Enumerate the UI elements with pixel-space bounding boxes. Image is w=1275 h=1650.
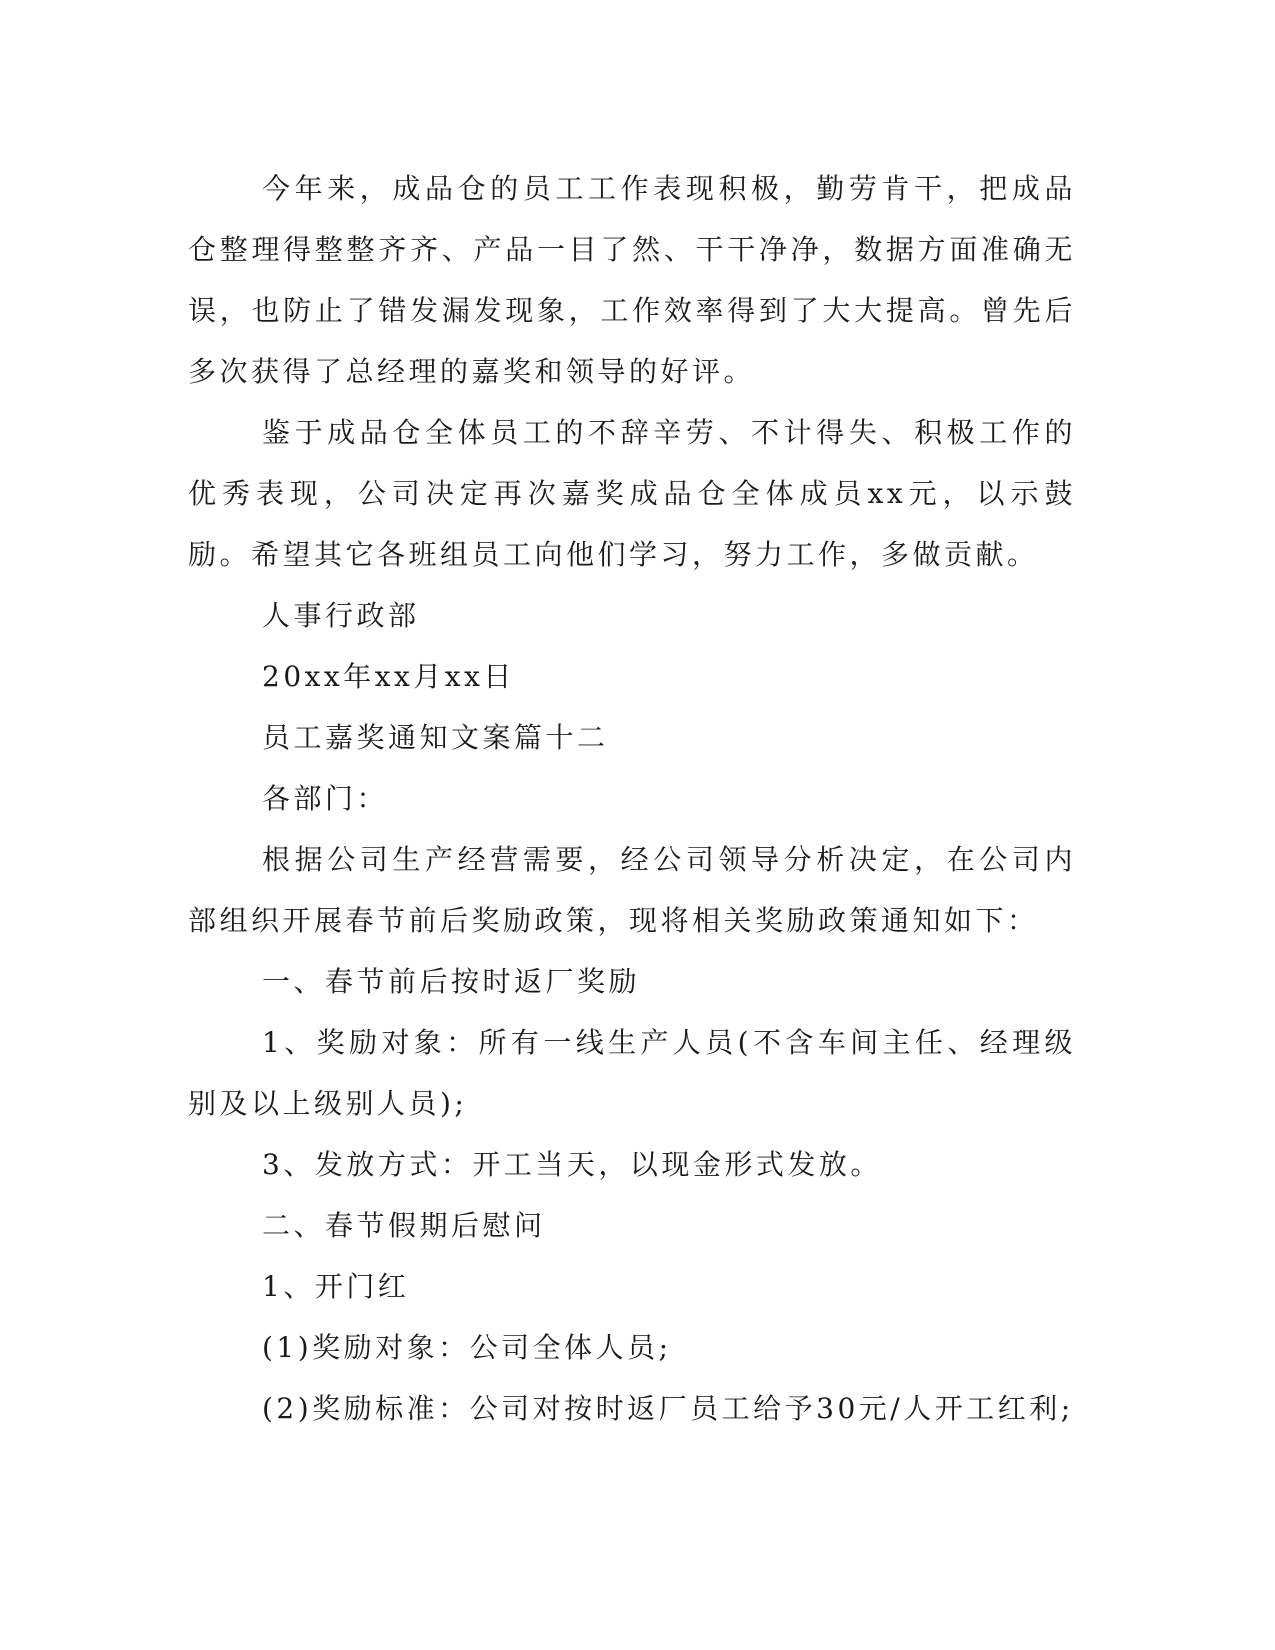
signature-department: 人事行政部 bbox=[262, 599, 420, 632]
item-payment-method: 3、发放方式：开工当天，以现金形式发放。 bbox=[262, 1148, 882, 1181]
paragraph-performance: 今年来，成品仓的员工工作表现积极，勤劳肯干，把成品仓整理得整整齐齐、产品一目了然、干干净净，数据方面准确无误，也防止了错发漏发现象，工作效率得到了大大提高。曾先后多次获得了总经理的嘉奖和领导的好评。 bbox=[188, 172, 1076, 388]
signature-date: 20xx年xx月xx日 bbox=[262, 660, 515, 693]
paragraph-award-decision: 鉴于成品仓全体员工的不辞辛劳、不计得失、积极工作的优秀表现，公司决定再次嘉奖成品仓全体成员xx元，以示鼓励。希望其它各班组员工向他们学习，努力工作，多做贡献。 bbox=[188, 416, 1076, 571]
item-award-target: 1、奖励对象：所有一线生产人员(不含车间主任、经理级别及以上级别人员); bbox=[188, 1026, 1076, 1120]
subitem-award-target: (1)奖励对象：公司全体人员; bbox=[262, 1331, 672, 1364]
subitem-award-standard: (2)奖励标准：公司对按时返厂员工给予30元/人开工红利; bbox=[262, 1392, 1074, 1425]
paragraph-intro: 根据公司生产经营需要，经公司领导分析决定，在公司内部组织开展春节前后奖励政策，现将相关奖励政策通知如下： bbox=[188, 843, 1076, 937]
salutation: 各部门： bbox=[262, 782, 389, 815]
document-body bbox=[188, 158, 1076, 1439]
item-opening-bonus: 1、开门红 bbox=[262, 1270, 410, 1303]
section-title: 员工嘉奖通知文案篇十二 bbox=[262, 721, 609, 754]
heading-return-award: 一、春节前后按时返厂奖励 bbox=[262, 965, 641, 998]
heading-holiday-greeting: 二、春节假期后慰问 bbox=[262, 1209, 546, 1242]
